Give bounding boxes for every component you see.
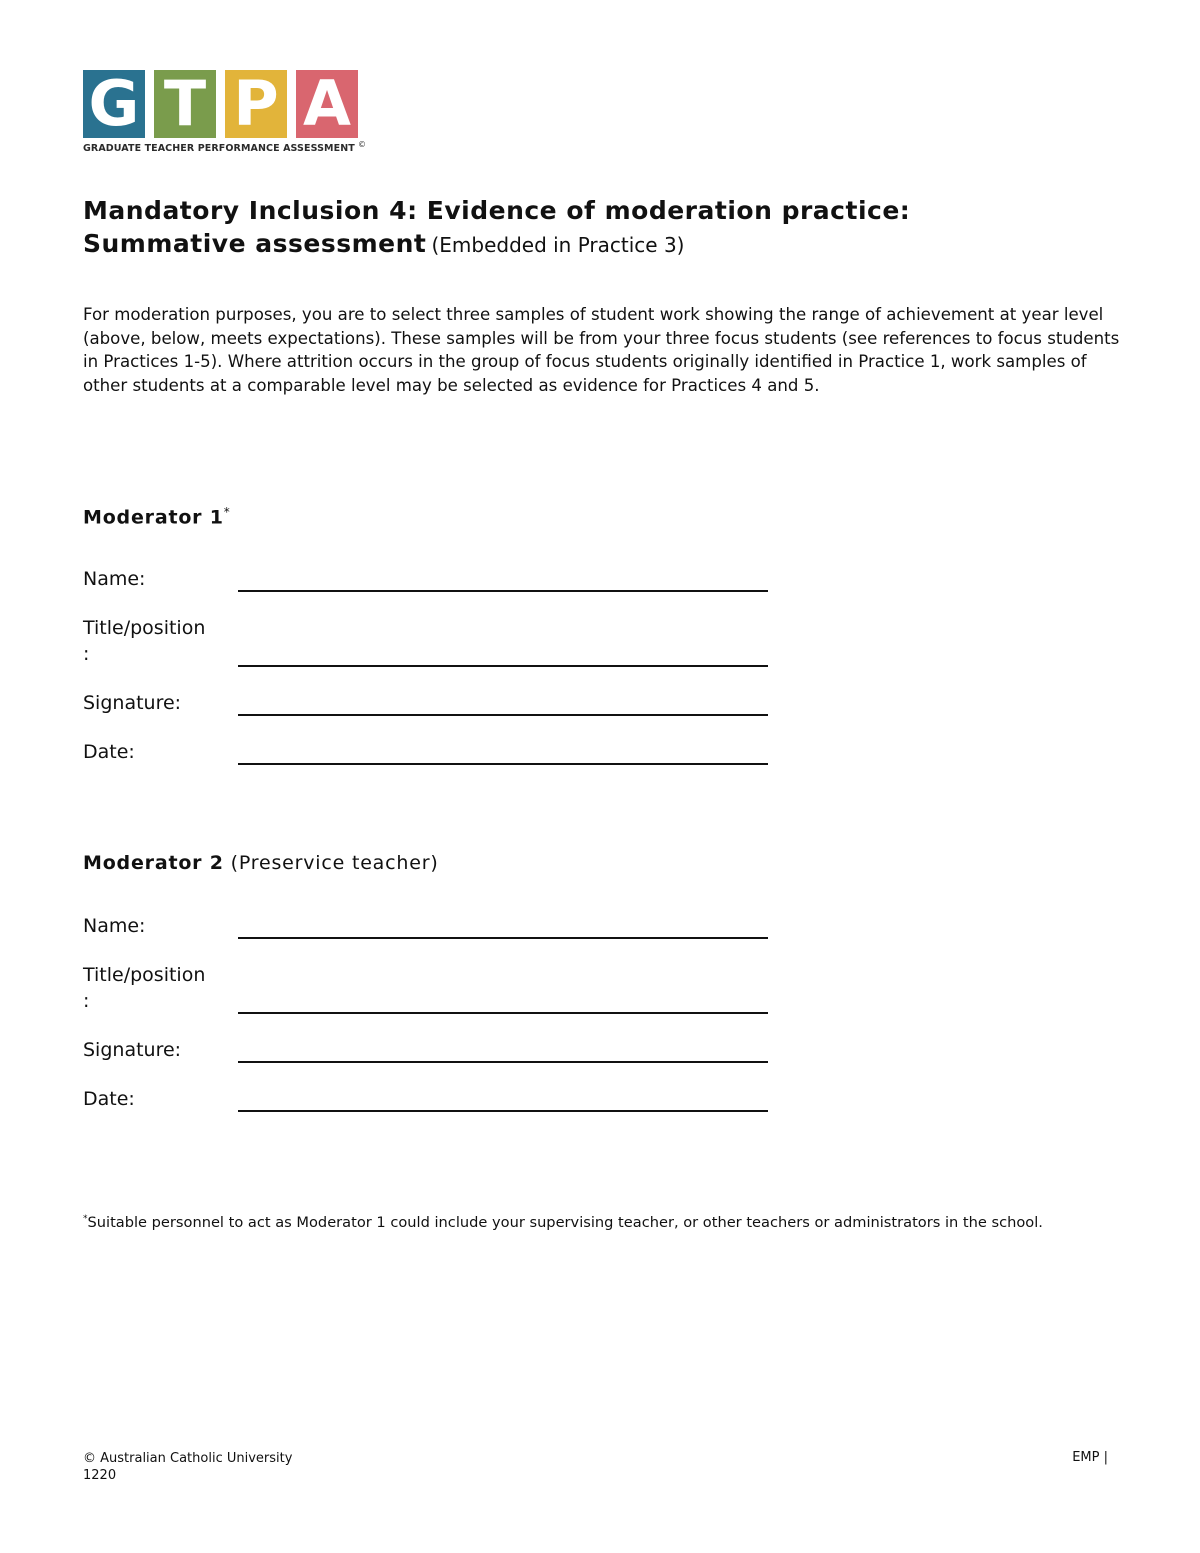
footnote-text: Suitable personnel to act as Moderator 1 could include your supervising teacher, or other teachers or administrators in the school. xyxy=(87,1214,1043,1231)
moderator-2-name-line[interactable] xyxy=(238,937,768,939)
title-line-2-normal: (Embedded in Practice 3) xyxy=(431,233,685,257)
logo-tagline: GRADUATE TEACHER PERFORMANCE ASSESSMENT xyxy=(83,143,355,154)
moderator-2-date-label: Date: xyxy=(83,1088,135,1110)
moderator-2-date-line[interactable] xyxy=(238,1110,768,1112)
logo-letter-t: T xyxy=(154,70,216,138)
logo-letter-p: P xyxy=(225,70,287,138)
moderator-1-heading xyxy=(83,505,231,528)
moderator-2-subtitle: (Preservice teacher) xyxy=(230,852,439,874)
moderator-1-signature-line[interactable] xyxy=(238,714,768,716)
moderator-2-heading xyxy=(83,852,439,874)
footnote-marker: * xyxy=(83,1214,88,1225)
footer-page-label: EMP | xyxy=(1072,1450,1108,1465)
footer-code: 1220 xyxy=(83,1468,117,1483)
moderator-2-title: Moderator 2 xyxy=(83,852,224,874)
moderator-1-date-line[interactable] xyxy=(238,763,768,765)
intro-paragraph: For moderation purposes, you are to select three samples of student work showing the range of achievement at year level (above, below, meets expectations). These samples will be from your three focus students (see references to focus students in Practices 1-5). Where attrition occurs in the group of focus students originally identified in Practice 1, work samples of other students at a comparable level may be selected as evidence for Practices 4 and 5. xyxy=(83,305,1120,396)
footnote-marker: * xyxy=(223,505,231,519)
title-line-2-bold: Summative assessment xyxy=(83,229,427,258)
moderator-1-date-label: Date: xyxy=(83,741,135,763)
moderator-1-name-label: Name: xyxy=(83,568,146,590)
moderator-1-title-line[interactable] xyxy=(238,665,768,667)
logo-letter-g: G xyxy=(83,70,145,138)
title-line-1: Mandatory Inclusion 4: Evidence of moderation practice: xyxy=(83,196,911,225)
footnote xyxy=(83,1214,1043,1231)
moderator-1-title-label: Title/position : xyxy=(83,617,206,665)
moderator-1-title: Moderator 1 xyxy=(83,506,224,529)
moderator-1-name-line[interactable] xyxy=(238,590,768,592)
moderator-1-signature-label: Signature: xyxy=(83,692,182,714)
moderator-2-title-line[interactable] xyxy=(238,1012,768,1014)
footer-copyright xyxy=(83,1450,292,1484)
moderator-2-signature-label: Signature: xyxy=(83,1039,182,1061)
moderator-2-signature-line[interactable] xyxy=(238,1061,768,1063)
moderator-2-title-label: Title/position : xyxy=(83,964,206,1012)
moderator-2-name-label: Name: xyxy=(83,915,146,937)
logo-letter-a: A xyxy=(296,70,358,138)
footer-copyright-line: © Australian Catholic University xyxy=(83,1451,293,1466)
page-title xyxy=(83,194,1123,263)
logo-registered-mark: © xyxy=(358,140,366,149)
gtpa-logo xyxy=(83,67,373,160)
